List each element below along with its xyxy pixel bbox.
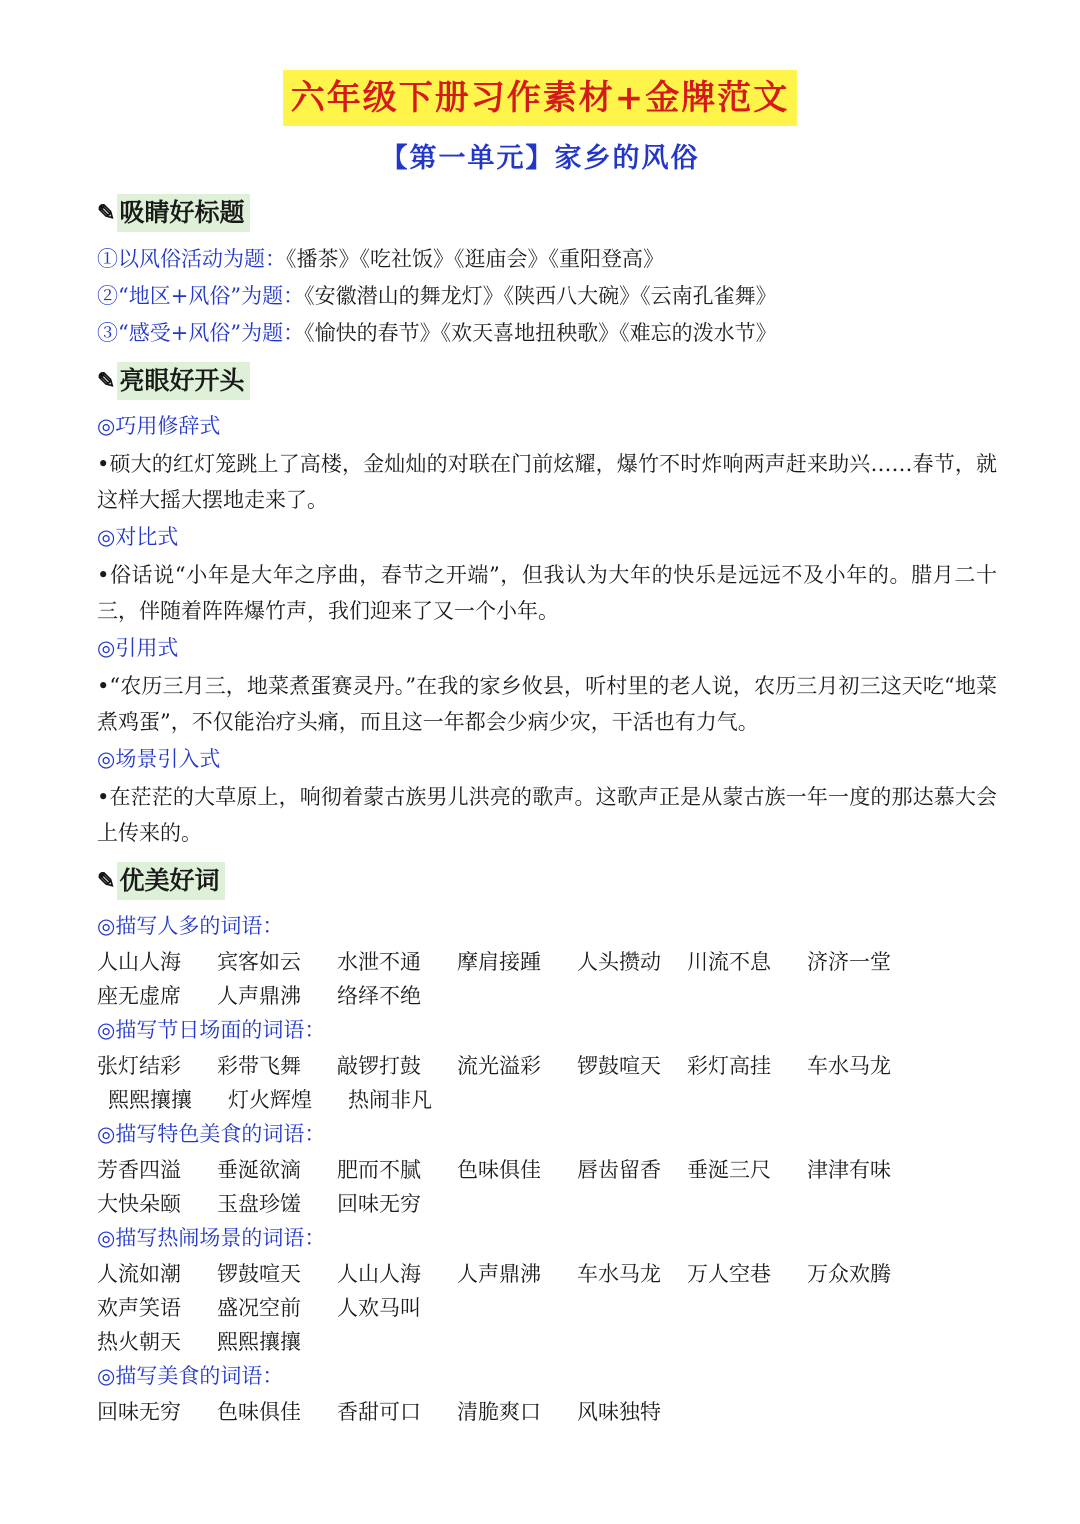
opening-example: •硕大的红灯笼跳上了高楼，金灿灿的对联在门前炫耀，爆竹不时炸响两声赶来助兴……春节，就这样大摇大摆地走来了。 — [97, 452, 997, 512]
word-group-label: ◎描写节日场面的词语： — [97, 1018, 326, 1042]
opening-example: •俗话说“小年是大年之序曲，春节之开端”，但我认为大年的快乐是远远不及小年的。腊月二十三，伴随着阵阵爆竹声，我们迎来了又一个小年。 — [97, 563, 997, 623]
word-item: 垂涎三尺 — [687, 1158, 771, 1182]
section-heading-text: 吸睛好标题 — [117, 194, 250, 232]
word-item: 锣鼓喧天 — [577, 1054, 661, 1078]
title-idea-lead: ①以风俗活动为题： — [97, 247, 286, 271]
word-row — [97, 945, 977, 979]
title-idea-1 — [97, 244, 664, 274]
word-item: 万人空巷 — [687, 1262, 771, 1286]
word-item: 座无虚席 — [97, 984, 181, 1008]
word-item: 车水马龙 — [577, 1262, 661, 1286]
word-group-label: ◎描写人多的词语： — [97, 914, 284, 938]
word-item: 万众欢腾 — [807, 1262, 891, 1286]
pencil-icon: ✎ — [97, 200, 116, 226]
section-heading-text: 优美好词 — [117, 862, 225, 900]
word-item: 津津有味 — [807, 1158, 891, 1182]
word-row — [97, 1049, 977, 1083]
section-heading-titles — [97, 194, 250, 232]
word-item: 灯火辉煌 — [228, 1088, 312, 1112]
word-item: 风味独特 — [577, 1400, 661, 1424]
title-idea-lead: ③“感受+风俗”为题： — [97, 321, 305, 345]
title-idea-lead: ②“地区+风俗”为题： — [97, 284, 305, 308]
word-item: 锣鼓喧天 — [217, 1262, 301, 1286]
word-item: 回味无穷 — [337, 1192, 421, 1216]
word-item: 络绎不绝 — [337, 984, 421, 1008]
word-item: 熙熙攘攘 — [217, 1330, 301, 1354]
word-item: 香甜可口 — [337, 1400, 421, 1424]
word-row — [108, 1083, 988, 1117]
word-item: 摩肩接踵 — [457, 950, 541, 974]
section-heading-openings — [97, 362, 250, 400]
unit-topic: 家乡的风俗 — [554, 143, 700, 174]
opening-example: •在茫茫的大草原上，响彻着蒙古族男儿洪亮的歌声。这歌声正是从蒙古族一年一度的那达慕大会上传来的。 — [97, 785, 997, 845]
pencil-icon: ✎ — [97, 368, 116, 394]
word-item: 宾客如云 — [217, 950, 301, 974]
word-item: 玉盘珍馐 — [217, 1192, 301, 1216]
title-block — [0, 70, 1080, 126]
word-item: 清脆爽口 — [457, 1400, 541, 1424]
word-item: 色味俱佳 — [217, 1400, 301, 1424]
word-item: 水泄不通 — [337, 950, 421, 974]
title-idea-2 — [97, 281, 777, 311]
word-item: 芳香四溢 — [97, 1158, 181, 1182]
word-group-label: ◎描写特色美食的词语： — [97, 1122, 326, 1146]
opening-style-label: ◎巧用修辞式 — [97, 414, 221, 438]
word-item: 垂涎欲滴 — [217, 1158, 301, 1182]
word-item: 人声鼎沸 — [457, 1262, 541, 1286]
opening-style-label: ◎场景引入式 — [97, 747, 221, 771]
word-item: 济济一堂 — [807, 950, 891, 974]
title-idea-3 — [97, 318, 777, 348]
word-row — [97, 1153, 977, 1187]
word-row — [97, 1395, 977, 1429]
title-idea-text: 《愉快的春节》《欢天喜地扭秧歌》《难忘的泼水节》 — [304, 321, 777, 345]
opening-style-label: ◎对比式 — [97, 525, 179, 549]
word-item: 人欢马叫 — [337, 1296, 421, 1320]
word-row — [97, 1325, 977, 1359]
word-item: 张灯结彩 — [97, 1054, 181, 1078]
word-row — [97, 1187, 977, 1221]
word-item: 肥而不腻 — [337, 1158, 421, 1182]
word-item: 大快朵颐 — [97, 1192, 181, 1216]
word-item: 车水马龙 — [807, 1054, 891, 1078]
word-item: 人山人海 — [97, 950, 181, 974]
word-item: 回味无穷 — [97, 1400, 181, 1424]
word-row — [97, 979, 977, 1013]
word-item: 色味俱佳 — [457, 1158, 541, 1182]
word-item: 敲锣打鼓 — [337, 1054, 421, 1078]
word-item: 盛况空前 — [217, 1296, 301, 1320]
word-item: 热闹非凡 — [348, 1088, 432, 1112]
word-item: 彩带飞舞 — [217, 1054, 301, 1078]
unit-label: 【第一单元】 — [380, 143, 555, 174]
page-title: 六年级下册习作素材+金牌范文 — [283, 70, 798, 126]
title-idea-text: 《安徽潜山的舞龙灯》《陕西八大碗》《云南孔雀舞》 — [304, 284, 777, 308]
opening-example: •“农历三月三，地菜煮蛋赛灵丹。”在我的家乡攸县，听村里的老人说，农历三月初三这天吃“地菜煮鸡蛋”，不仅能治疗头痛，而且这一年都会少病少灾，干活也有力气。 — [97, 674, 997, 734]
pencil-icon: ✎ — [97, 868, 116, 894]
word-item: 流光溢彩 — [457, 1054, 541, 1078]
section-heading-text: 亮眼好开头 — [117, 362, 250, 400]
word-item: 欢声笑语 — [97, 1296, 181, 1320]
opening-style-label: ◎引用式 — [97, 636, 179, 660]
word-item: 人声鼎沸 — [217, 984, 301, 1008]
word-group-label: ◎描写热闹场景的词语： — [97, 1226, 326, 1250]
word-item: 彩灯高挂 — [687, 1054, 771, 1078]
word-item: 热火朝天 — [97, 1330, 181, 1354]
word-item: 熙熙攘攘 — [108, 1088, 192, 1112]
word-item: 人头攒动 — [577, 950, 661, 974]
word-item: 人流如潮 — [97, 1262, 181, 1286]
unit-heading — [0, 136, 1080, 175]
word-row — [97, 1257, 977, 1291]
section-heading-words — [97, 862, 225, 900]
word-row — [97, 1291, 977, 1325]
word-item: 唇齿留香 — [577, 1158, 661, 1182]
word-item: 人山人海 — [337, 1262, 421, 1286]
word-group-label: ◎描写美食的词语： — [97, 1364, 284, 1388]
word-item: 川流不息 — [687, 950, 771, 974]
title-idea-text: 《播茶》《吃社饭》《逛庙会》《重阳登高》 — [286, 247, 664, 271]
